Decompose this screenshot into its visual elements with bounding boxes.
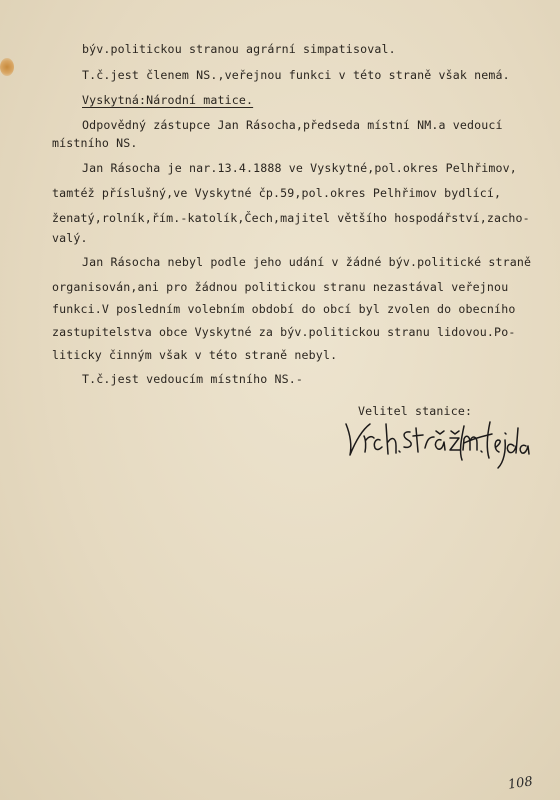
text-line-7: tamtéž příslušný,ve Vyskytné čp.59,pol.okres Pelhřimov bydlící,: [52, 186, 502, 200]
page-number: 108: [507, 774, 534, 793]
section-heading: Vyskytná:Národní matice.: [82, 93, 254, 107]
text-line-4: Odpovědný zástupce Jan Rásocha,předseda místní NM.a vedoucí: [82, 118, 503, 132]
text-line-10: Jan Rásocha nebyl podle jeho udání v žádné býv.politické straně: [82, 255, 532, 269]
text-line-12: funkci.V posledním volebním období do obcí byl zvolen do obecního: [52, 302, 516, 316]
text-line-8: ženatý,rolník,řím.-katolík,Čech,majitel většího hospodářství,zacho-: [52, 211, 530, 225]
text-line-15: T.č.jest vedoucím místního NS.-: [82, 372, 304, 386]
text-line-1: býv.politickou stranou agrární simpatisoval.: [82, 42, 396, 56]
text-line-5: místního NS.: [52, 136, 138, 150]
text-line-13: zastupitelstva obce Vyskytné za býv.politickou stranu lidovou.Po-: [52, 325, 516, 339]
text-line-14: liticky činným však v této straně nebyl.: [52, 348, 338, 362]
signature-title: Velitel stanice:: [358, 404, 473, 418]
text-line-9: valý.: [52, 231, 88, 245]
text-line-11: organisován,ani pro žádnou politickou stranu nezastával veřejnou: [52, 280, 509, 294]
text-line-2: T.č.jest členem NS.,veřejnou funkci v této straně však nemá.: [82, 68, 510, 82]
text-line-6: Jan Rásocha je nar.13.4.1888 ve Vyskytné,pol.okres Pelhřimov,: [82, 161, 517, 175]
